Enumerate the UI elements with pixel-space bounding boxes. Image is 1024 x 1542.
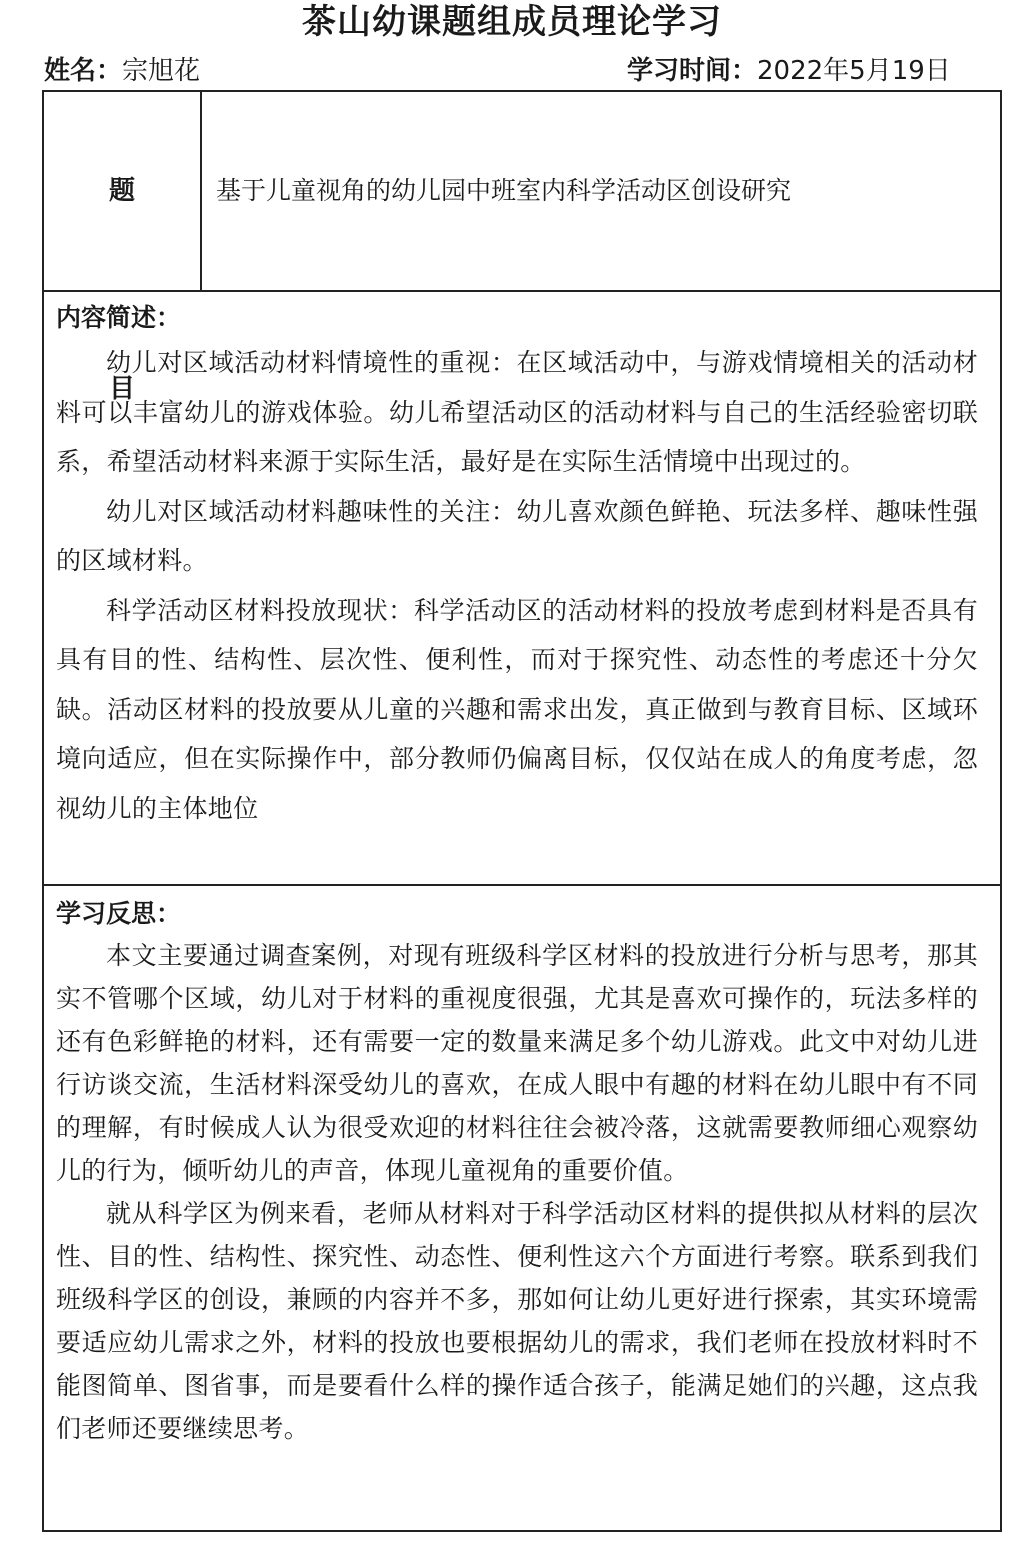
content-summary-paragraph: 科学活动区材料投放现状：科学活动区的活动材料的投放考虑到材料是否具有具有目的性、结构性、层次性、便利性，而对于探究性、动态性的考虑还十分欠缺。活动区材料的投放要从儿童的兴趣和需求出发，真正做到与教育目标、区域环境向适应，但在实际操作中，部分教师仍偏离目标，仅仅站在成人的角度考虑，忽视幼儿的主体地位 [56,595,978,823]
study-date-value: 2022年5月19日 [757,56,951,86]
reflection-paragraph: 本文主要通过调查案例，对现有班级科学区材料的投放进行分析与思考，那其实不管哪个区域，幼儿对于材料的重视度很强，尤其是喜欢可操作的，玩法多样的还有色彩鲜艳的材料，还有需要一定的数量来满足多个幼儿游戏。此文中对幼儿进行访谈交流，生活材料深受幼儿的喜欢，在成人眼中有趣的材料在幼儿眼中有不同的理解，有时候成人认为很受欢迎的材料往往会被冷落，这就需要教师细心观察幼儿的行为，倾听幼儿的声音，体现儿童视角的重要价值。 [56,941,978,1185]
topic-value: 基于儿童视角的幼儿园中班室内科学活动区创设研究 [216,176,792,205]
content-summary-heading: 内容简述： [56,303,182,332]
study-date-label: 学习时间： [627,56,758,86]
name-value: 宗旭花 [122,56,201,86]
content-summary-paragraph: 幼儿对区域活动材料情境性的重视：在区域活动中，与游戏情境相关的活动材料可以丰富幼儿的游戏体验。幼儿希望活动区的活动材料与自己的生活经验密切联系，希望活动材料来源于实际生活，最好是在实际生活情境中出现过的。 [56,348,978,476]
study-date-field [627,54,951,88]
reflection-section [44,888,1000,1530]
topic-label: 题目 [44,92,202,290]
study-record-table [42,90,1002,1532]
name-field [44,54,200,88]
document-title: 茶山幼课题组成员理论学习 [302,2,722,42]
name-label: 姓名： [44,56,123,86]
reflection-paragraph: 就从科学区为例来看，老师从材料对于科学活动区材料的提供拟从材料的层次性、目的性、结构性、探究性、动态性、便利性这六个方面进行考察。联系到我们班级科学区的创设，兼顾的内容并不多，那如何让幼儿更好进行探索，其实环境需要适应幼儿需求之外，材料的投放也要根据幼儿的需求，我们老师在投放材料时不能图简单、图省事，而是要看什么样的操作适合孩子，能满足她们的兴趣，这点我们老师还要继续思考。 [56,1199,978,1443]
content-summary-section [44,292,1000,886]
reflection-heading: 学习反思： [56,899,182,928]
content-summary-paragraph: 幼儿对区域活动材料趣味性的关注：幼儿喜欢颜色鲜艳、玩法多样、趣味性强的区域材料。 [56,496,978,575]
